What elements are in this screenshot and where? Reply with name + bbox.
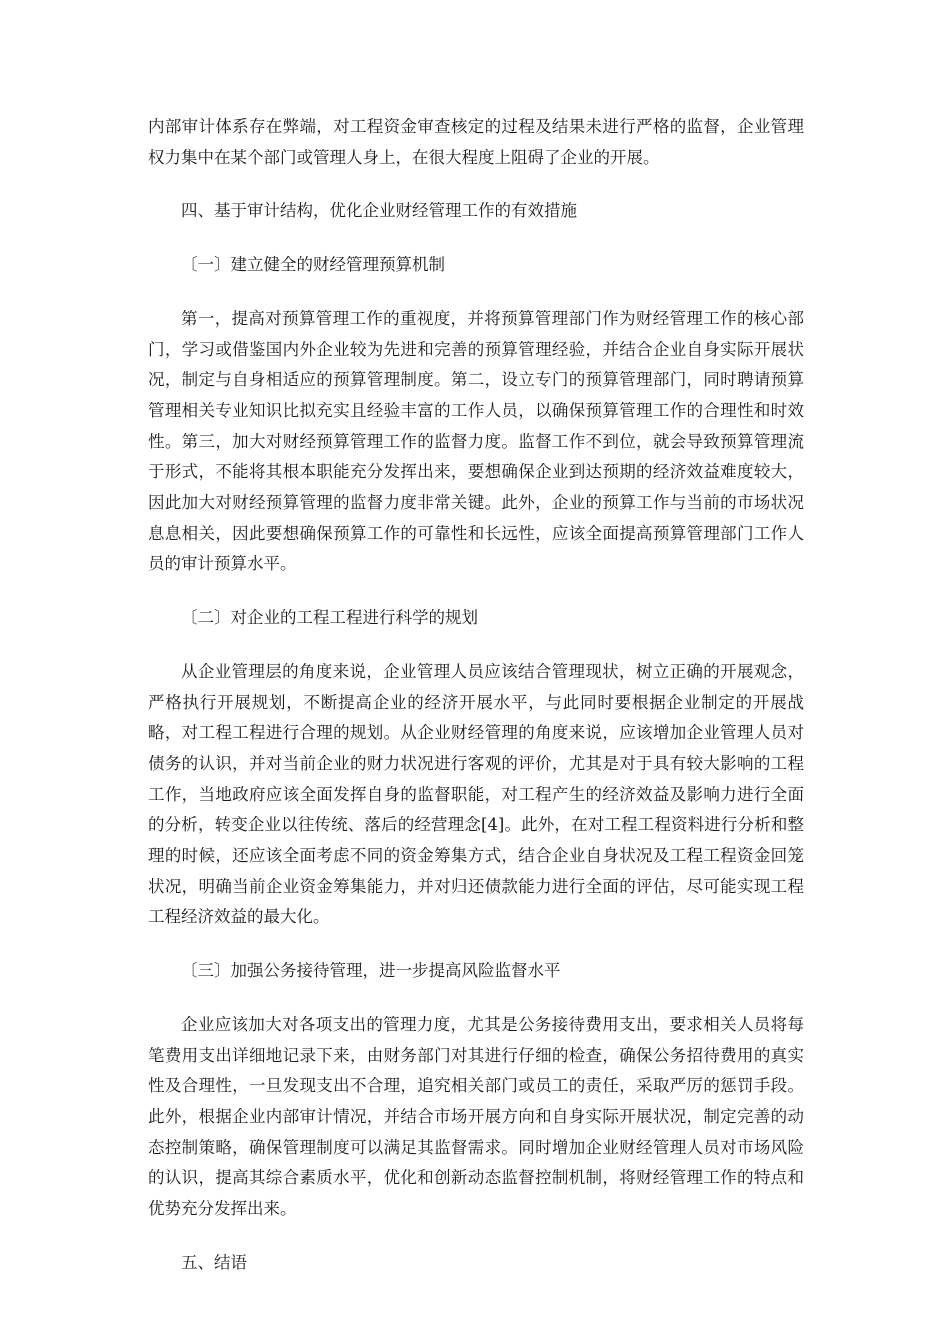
paragraph-budget-mechanism: 第一，提高对预算管理工作的重视度，并将预算管理部门作为财经管理工作的核心部门，学习或借鉴国内外企业较为先进和完善的预算管理经验，并结合企业自身实际开展状况，制定与自身相适应的预算管理制度。第二，设立专门的预算管理部门，同时聘请预算管理相关专业知识比拟充实且经验丰富的工作人员，以确保预算管理工作的合理性和时效性。第三，加大对财经预算管理工作的监督力度。监督工作不到位，就会导致预算管理流于形式，不能将其根本职能充分发挥出来，要想确保企业到达预期的经济效益难度较大，因此加大对财经预算管理的监督力度非常关键。此外，企业的预算工作与当前的市场状况息息相关，因此要想确保预算工作的可靠性和长远性，应该全面提高预算管理部门工作人员的审计预算水平。 [148, 308, 804, 574]
paragraph-reception-management: 企业应该加大对各项支出的管理力度，尤其是公务接待费用支出，要求相关人员将每笔费用支出详细地记录下来，由财务部门对其进行仔细的检查，确保公务招待费用的真实性及合理性，一旦发现支出不合理，追究相关部门或员工的责任，采取严厉的惩罚手段。此外，根据企业内部审计情况，并结合市场开展方向和自身实际开展状况，制定完善的动态控制策略，确保管理制度可以满足其监督需求。同时增加企业财经管理人员对市场风险的认识，提高其综合素质水平，优化和创新动态监督控制机制，将财经管理工作的特点和优势充分发挥出来。 [148, 1014, 804, 1219]
subsection-heading-2: 〔二〕对企业的工程工程进行科学的规划 [181, 608, 478, 628]
paragraph-continued-internal-audit: 内部审计体系存在弊端，对工程资金审查核定的过程及结果未进行严格的监督，企业管理权力集中在某个部门或管理人身上，在很大程度上阻碍了企业的开展。 [148, 117, 804, 167]
subsection-heading-1: 〔一〕建立健全的财经管理预算机制 [181, 255, 445, 275]
section-heading-4: 四、基于审计结构，优化企业财经管理工作的有效措施 [181, 201, 577, 221]
document-page [148, 112, 804, 1279]
paragraph-project-planning: 从企业管理层的角度来说，企业管理人员应该结合管理现状，树立正确的开展观念，严格执行开展规划，不断提高企业的经济开展水平，与此同时要根据企业制定的开展战略，对工程工程进行合理的规划。从企业财经管理的角度来说，应该增加企业管理人员对债务的认识，并对当前企业的财力状况进行客观的评价，尤其是对于具有较大影响的工程工作，当地政府应该全面发挥自身的监督职能，对工程产生的经济效益及影响力进行全面的分析，转变企业以往传统、落后的经营理念[4]。此外，在对工程工程资料进行分析和整理的时候，还应该全面考虑不同的资金筹集方式，结合企业自身状况及工程工程资金回笼状况，明确当前企业资金筹集能力，并对归还债款能力进行全面的评估，尽可能实现工程工程经济效益的最大化。 [148, 661, 804, 927]
section-heading-5: 五、结语 [181, 1252, 247, 1272]
subsection-heading-3: 〔三〕加强公务接待管理，进一步提高风险监督水平 [181, 961, 561, 981]
